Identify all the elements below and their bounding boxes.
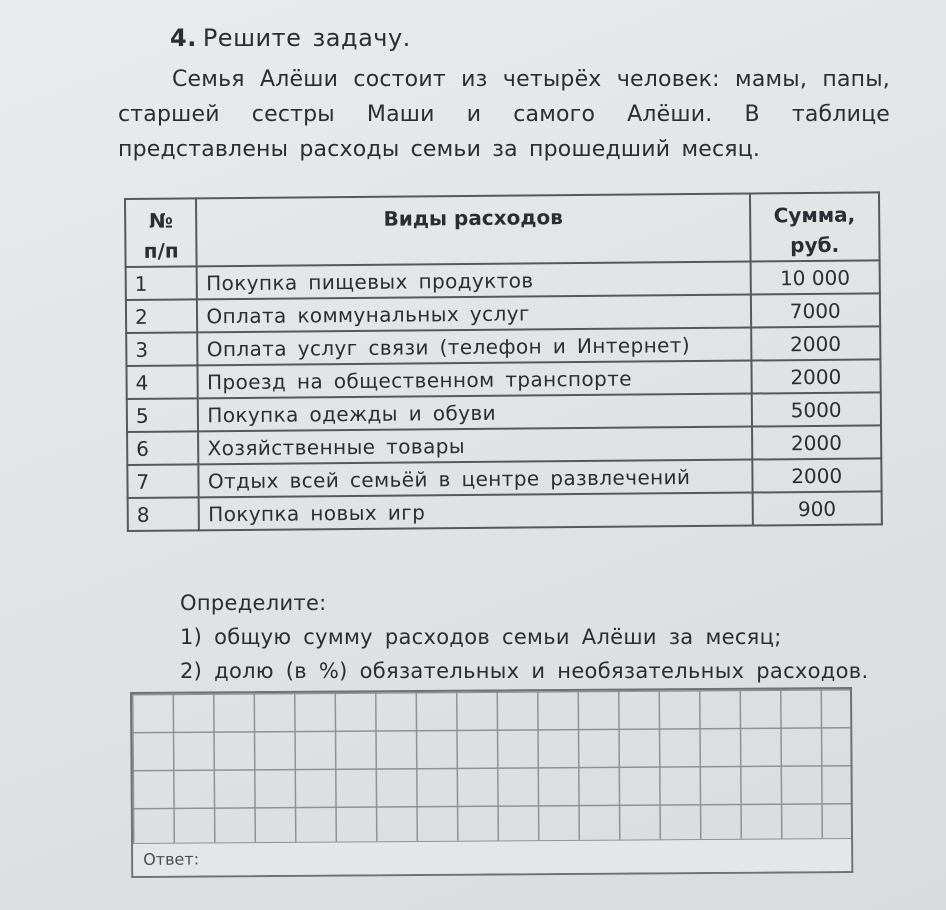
task-heading	[170, 24, 411, 52]
row-num: 5	[127, 398, 199, 432]
row-sum: 2000	[751, 326, 881, 360]
row-num: 7	[127, 464, 199, 498]
questions-block	[180, 586, 868, 688]
row-sum: 5000	[751, 392, 881, 426]
header-num	[125, 198, 197, 267]
row-sum: 7000	[750, 293, 880, 327]
header-sum-line1: Сумма,	[773, 202, 856, 228]
answer-grid[interactable]	[130, 687, 853, 878]
task-number: 4.	[170, 24, 197, 52]
row-kind: Проезд на общественном транспорте	[198, 361, 751, 399]
table-header-row	[125, 192, 880, 267]
header-num-line2: п/п	[143, 238, 179, 263]
row-num: 4	[126, 365, 198, 399]
header-sum-line2: руб.	[790, 232, 840, 258]
row-sum: 2000	[751, 359, 881, 393]
row-num: 1	[126, 266, 198, 300]
row-sum: 2000	[752, 425, 882, 459]
row-num: 2	[126, 299, 198, 333]
table-row	[128, 491, 882, 531]
header-kind: Виды расходов	[196, 194, 750, 267]
row-sum: 10 000	[750, 260, 880, 294]
row-num: 6	[127, 431, 199, 465]
row-kind: Покупка пищевых продуктов	[197, 262, 750, 300]
row-kind: Хозяйственные товары	[198, 427, 751, 465]
row-kind: Отдых всей семьёй в центре развлечений	[199, 460, 752, 498]
task-intro	[118, 62, 890, 167]
header-num-line1: №	[148, 208, 174, 233]
questions-lead: Определите:	[180, 591, 327, 615]
header-sum	[750, 192, 880, 261]
row-num: 3	[126, 332, 198, 366]
question-item: 2) долю (в %) обязательных и необязательных расходов.	[180, 659, 869, 683]
row-kind: Покупка одежды и обуви	[198, 394, 751, 432]
expenses-table	[124, 191, 883, 532]
row-num: 8	[128, 497, 200, 531]
answer-label: Ответ:	[143, 849, 200, 869]
row-sum: 900	[752, 491, 882, 525]
question-item: 1) общую сумму расходов семьи Алёши за месяц;	[180, 625, 782, 649]
task-title: Решите задачу.	[202, 24, 411, 52]
row-kind: Оплата услуг связи (телефон и Интернет)	[198, 328, 751, 366]
row-kind: Оплата коммунальных услуг	[197, 295, 750, 333]
answer-field[interactable]	[133, 838, 851, 876]
row-sum: 2000	[752, 458, 882, 492]
intro-text: Семья Алёши состоит из четырёх человек: мамы, папы, старшей сестры Маши и самого Алёши. В таблице представлены расходы семьи за прошедший месяц.	[118, 67, 890, 162]
row-kind: Покупка новых игр	[199, 493, 752, 531]
